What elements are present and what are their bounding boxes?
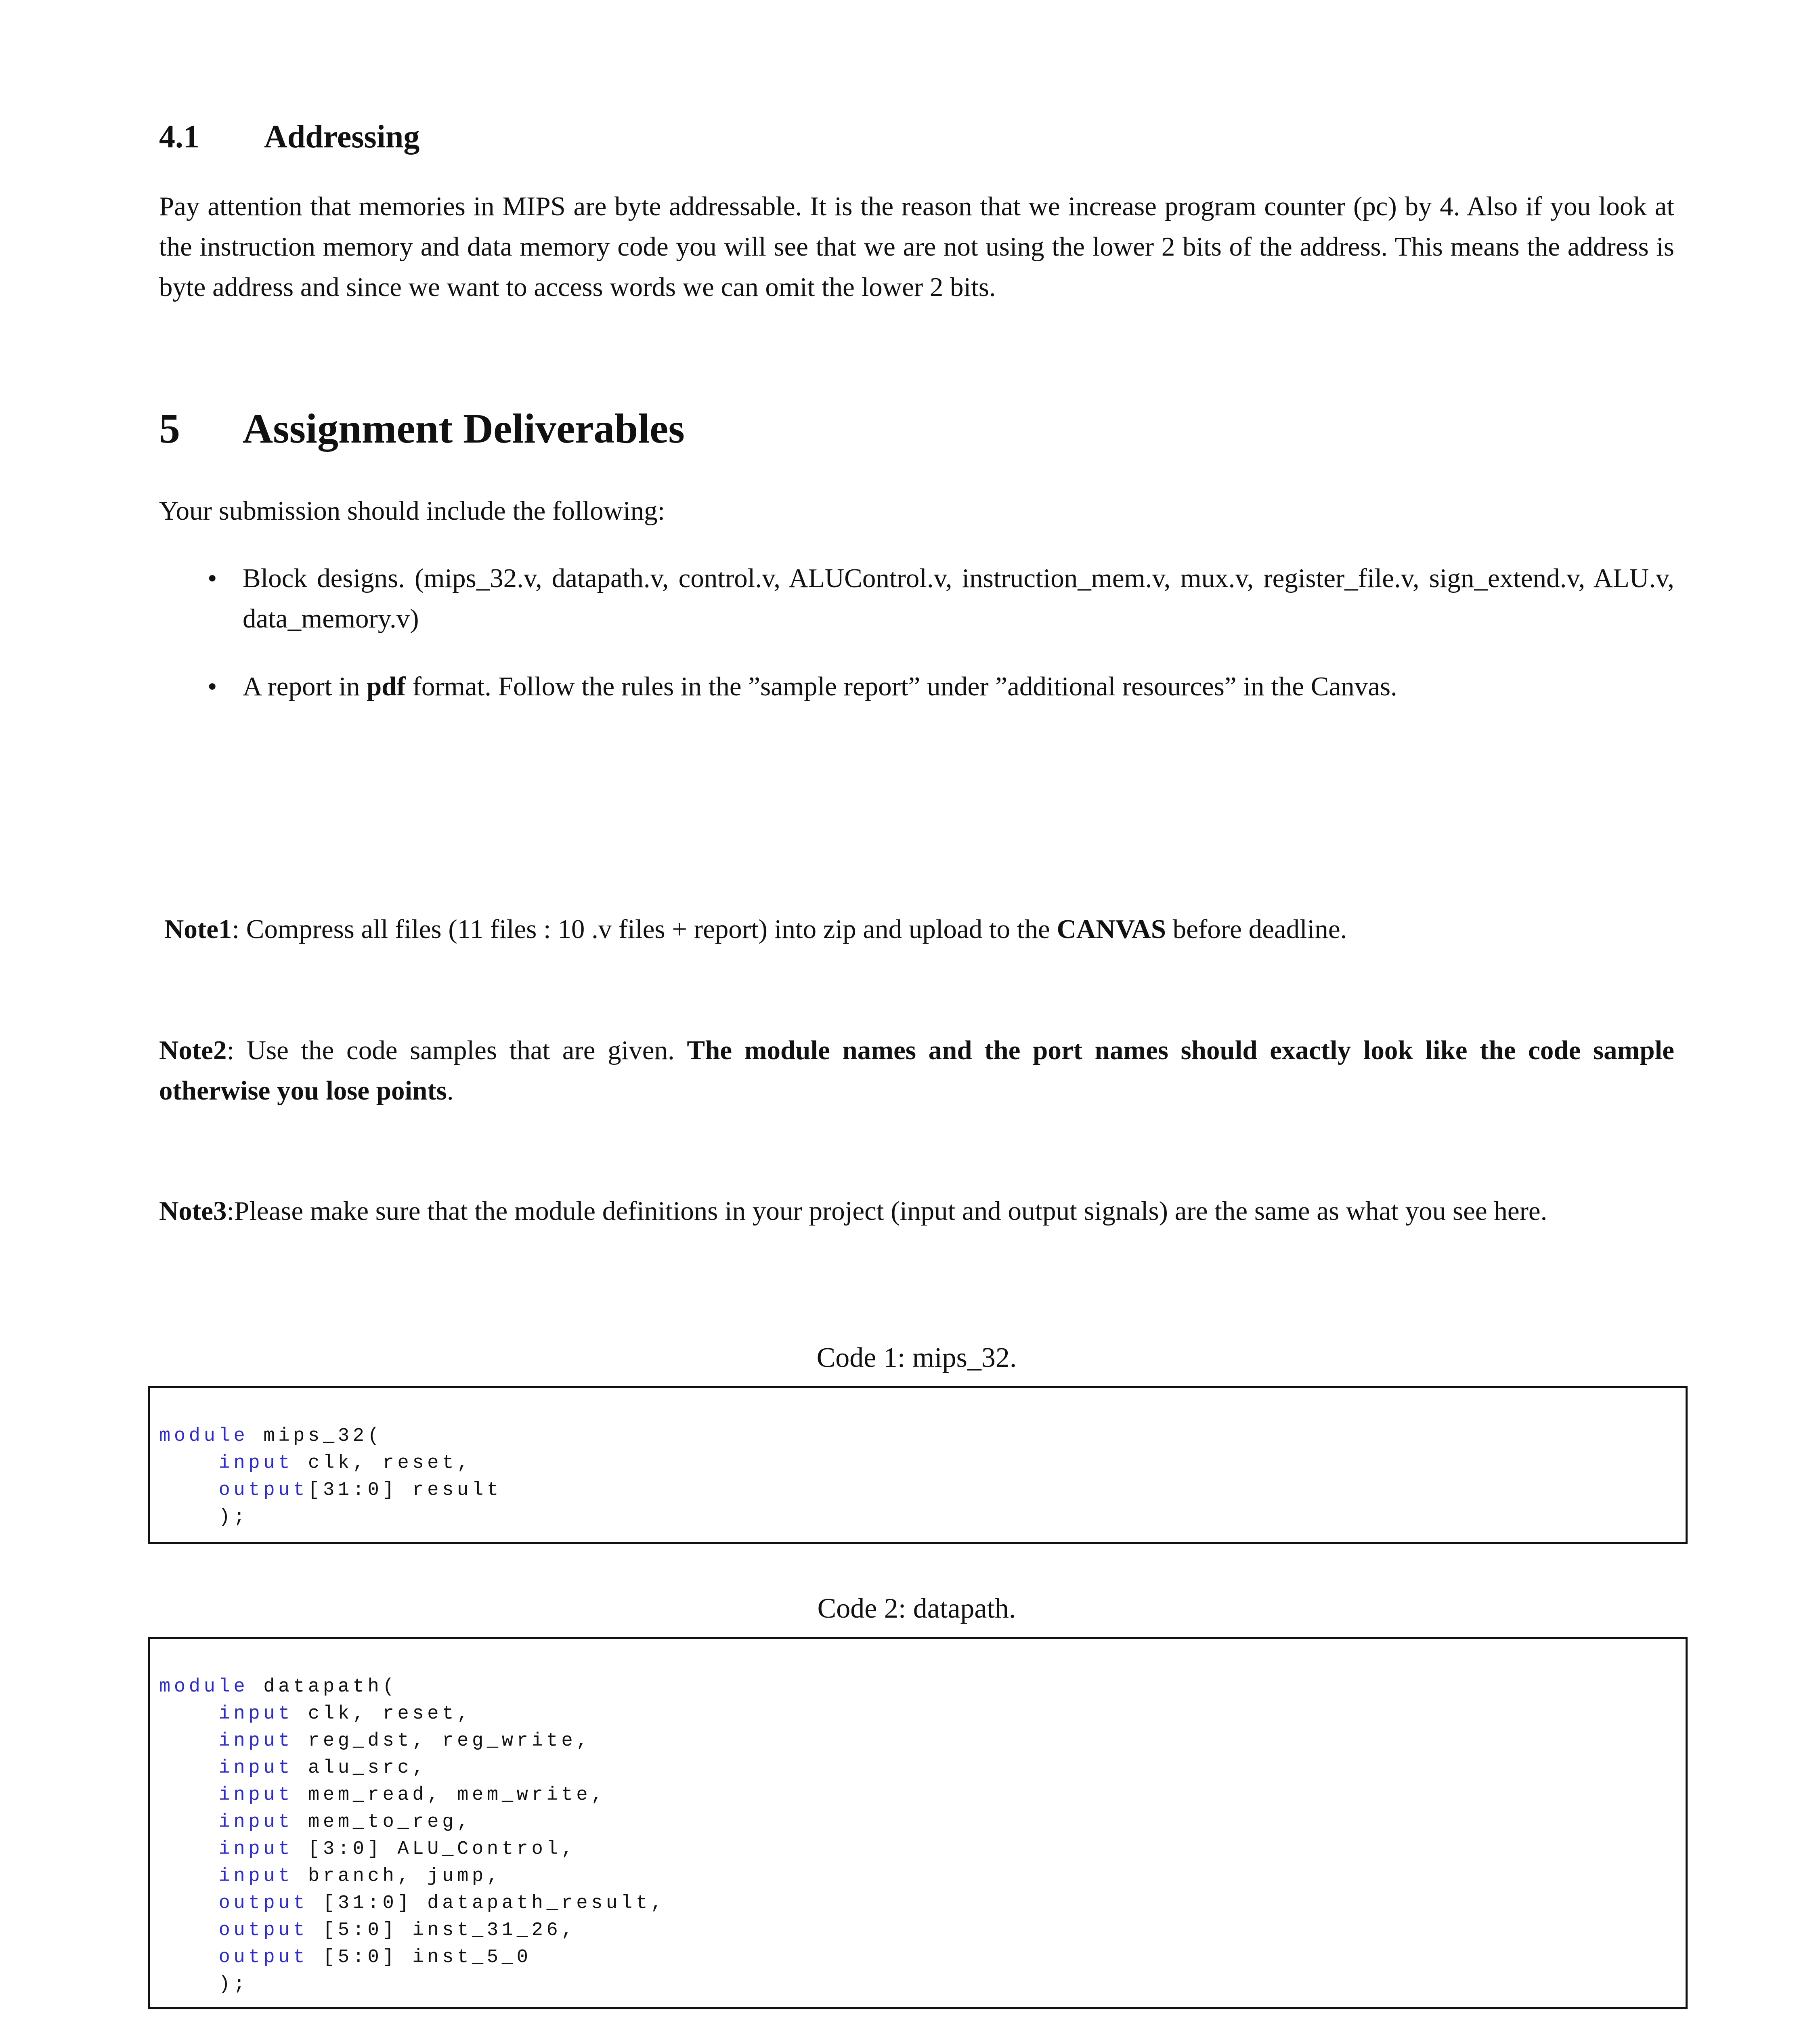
code-keyword: input — [159, 1811, 294, 1833]
deliverables-intro: Your submission should include the following: — [159, 496, 665, 526]
code-line — [159, 1971, 666, 1998]
code-text: ); — [159, 1507, 249, 1528]
note-label: Note1 — [164, 914, 232, 944]
code-line — [159, 1700, 666, 1727]
code-line — [159, 1450, 502, 1477]
bullet-icon: • — [208, 672, 217, 701]
code-keyword: input — [159, 1703, 294, 1725]
code-keyword: input — [159, 1866, 294, 1887]
code-keyword: input — [159, 1730, 294, 1752]
code-text: datapath( — [248, 1676, 398, 1698]
bold-text: The module names and the port names should exactly look like the code sample otherwise you lose points — [159, 1035, 1674, 1106]
section-title: Addressing — [264, 119, 420, 155]
code-keyword: module — [159, 1676, 249, 1698]
note-label: Note2 — [159, 1035, 227, 1065]
code-line — [159, 1477, 502, 1504]
code-text: [31:0] datapath_result, — [308, 1893, 666, 1914]
note2 — [159, 1030, 1674, 1111]
code-text: mem_to_reg, — [293, 1811, 472, 1833]
code-keyword: output — [159, 1893, 308, 1914]
code-keyword: input — [159, 1839, 294, 1860]
note-text: : Use the code samples that are given. — [226, 1035, 687, 1065]
code-text: clk, reset, — [293, 1703, 472, 1725]
list-item — [208, 558, 1674, 639]
note-text: before deadline. — [1166, 914, 1347, 944]
code-keyword: output — [159, 1920, 308, 1941]
code-keyword: module — [159, 1425, 249, 1447]
code-text: mem_read, mem_write, — [293, 1784, 606, 1806]
code-text: [31:0] result — [308, 1480, 502, 1501]
code-line — [159, 1836, 666, 1863]
code2-listing — [159, 1673, 666, 1998]
code-text: [5:0] inst_31_26, — [308, 1920, 577, 1941]
code-text: reg_dst, reg_write, — [293, 1730, 591, 1752]
list-item-text: Block designs. (mips_32.v, datapath.v, control.v, ALUControl.v, instruction_mem.v, mux.v, register_file.v, sign_extend.v, ALU.v, data_memory.v) — [243, 563, 1674, 634]
code-text: alu_src, — [293, 1757, 428, 1779]
code-text: [3:0] ALU_Control, — [293, 1839, 577, 1860]
note-label: Note3 — [159, 1196, 227, 1226]
code-keyword: input — [159, 1784, 294, 1806]
code-line — [159, 1809, 666, 1836]
note3 — [159, 1191, 1674, 1231]
bold-text: pdf — [367, 672, 406, 701]
list-item-text: format. Follow the rules in the ”sample report” under ”additional resources” in the Canvas. — [405, 672, 1397, 701]
code-line — [159, 1755, 666, 1782]
code-text: mips_32( — [248, 1425, 383, 1447]
section-number: 5 — [159, 405, 180, 452]
code-line — [159, 1890, 666, 1917]
note-text: : Compress all files (11 files : 10 .v files + report) into zip and upload to the — [232, 914, 1057, 944]
section-heading-4-1 — [159, 119, 419, 155]
code-keyword: output — [159, 1480, 308, 1501]
section-title: Assignment Deliverables — [243, 405, 685, 452]
note-text: :Please make sure that the module definitions in your project (input and output signals) are the same as what you see here. — [226, 1196, 1547, 1226]
code-text: clk, reset, — [293, 1452, 472, 1474]
section-heading-5 — [159, 405, 685, 453]
code-text: [5:0] inst_5_0 — [308, 1947, 532, 1968]
code-line — [159, 1673, 666, 1700]
list-item — [208, 666, 1674, 707]
code1-listing — [159, 1423, 502, 1531]
bold-text: CANVAS — [1057, 914, 1166, 944]
code-line — [159, 1782, 666, 1809]
code-text: branch, jump, — [293, 1866, 502, 1887]
code2-caption: Code 2: datapath. — [817, 1593, 1016, 1624]
note-text: . — [447, 1076, 454, 1106]
code-line — [159, 1504, 502, 1531]
code-line — [159, 1917, 666, 1944]
list-item-text: A report in — [243, 672, 367, 701]
addressing-paragraph: Pay attention that memories in MIPS are byte addressable. It is the reason that we increase program counter (pc) by 4. Also if you look at the instruction memory and data memory code you will see that we are not using the lower 2 bits of the address. This means the address is byte address and since we want to access words we can omit the lower 2 bits. — [159, 191, 1674, 302]
code-line — [159, 1863, 666, 1890]
code-line — [159, 1727, 666, 1755]
code-text: ); — [159, 1974, 249, 1995]
section-number: 4.1 — [159, 119, 199, 155]
code-keyword: input — [159, 1757, 294, 1779]
code-line — [159, 1423, 502, 1450]
bullet-icon: • — [208, 563, 217, 593]
code1-caption: Code 1: mips_32. — [816, 1342, 1017, 1373]
code-line — [159, 1944, 666, 1971]
code-keyword: input — [159, 1452, 294, 1474]
note1 — [159, 909, 1674, 949]
code-keyword: output — [159, 1947, 308, 1968]
